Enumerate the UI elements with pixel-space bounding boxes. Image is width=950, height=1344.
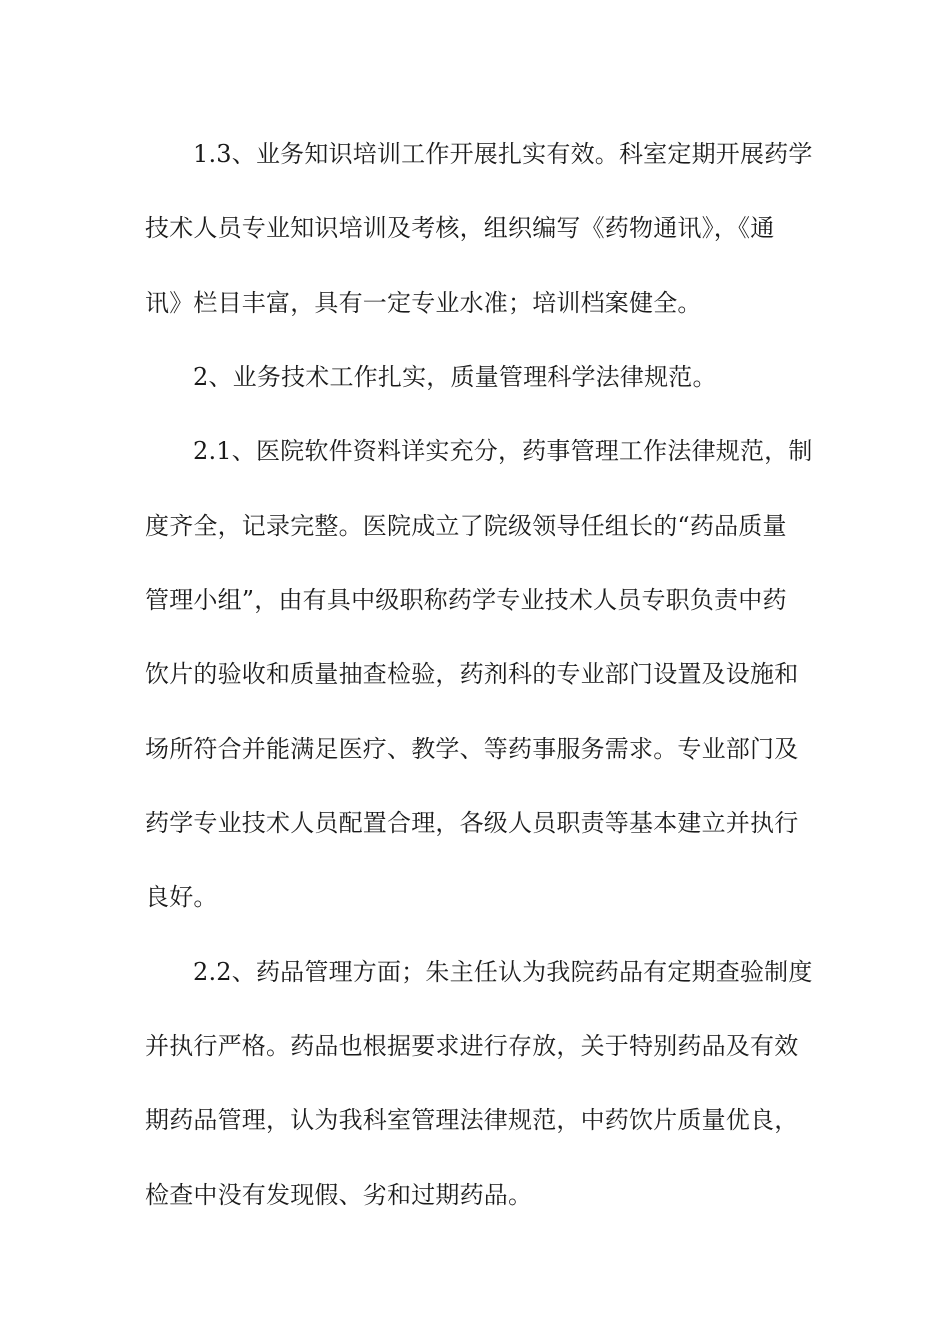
paragraph-2-1-line-7: 良好。	[145, 883, 218, 911]
section-2-heading: 2、业务技术工作扎实，质量管理科学法律规范。	[193, 363, 717, 391]
paragraph-1-3-line-3: 讯》栏目丰富，具有一定专业水准；培训档案健全。	[145, 289, 702, 317]
paragraph-1-3-line-1: 1.3、业务知识培训工作开展扎实有效。科室定期开展药学	[193, 140, 813, 168]
paragraph-2-2-line-1: 2.2、药品管理方面；朱主任认为我院药品有定期查验制度	[193, 958, 813, 986]
paragraph-2-2-line-4: 检查中没有发现假、劣和过期药品。	[145, 1181, 533, 1209]
paragraph-2-1-line-3: 管理小组”，由有具中级职称药学专业技术人员专职负责中药	[145, 586, 787, 614]
paragraph-2-1-line-2: 度齐全，记录完整。医院成立了院级领导任组长的“药品质量	[145, 512, 787, 540]
paragraph-2-1-line-1: 2.1、医院软件资料详实充分，药事管理工作法律规范，制	[193, 437, 813, 465]
paragraph-2-2-line-3: 期药品管理，认为我科室管理法律规范，中药饮片质量优良，	[145, 1106, 799, 1134]
paragraph-2-1-line-5: 场所符合并能满足医疗、教学、等药事服务需求。专业部门及	[145, 735, 799, 763]
paragraph-1-3-line-2: 技术人员专业知识培训及考核，组织编写《药物通讯》，《通	[145, 214, 775, 242]
paragraph-2-2-line-2: 并执行严格。药品也根据要求进行存放，关于特别药品及有效	[145, 1032, 799, 1060]
paragraph-2-1-line-6: 药学专业技术人员配置合理，各级人员职责等基本建立并执行	[145, 809, 799, 837]
paragraph-2-1-line-4: 饮片的验收和质量抽查检验，药剂科的专业部门设置及设施和	[145, 660, 799, 688]
